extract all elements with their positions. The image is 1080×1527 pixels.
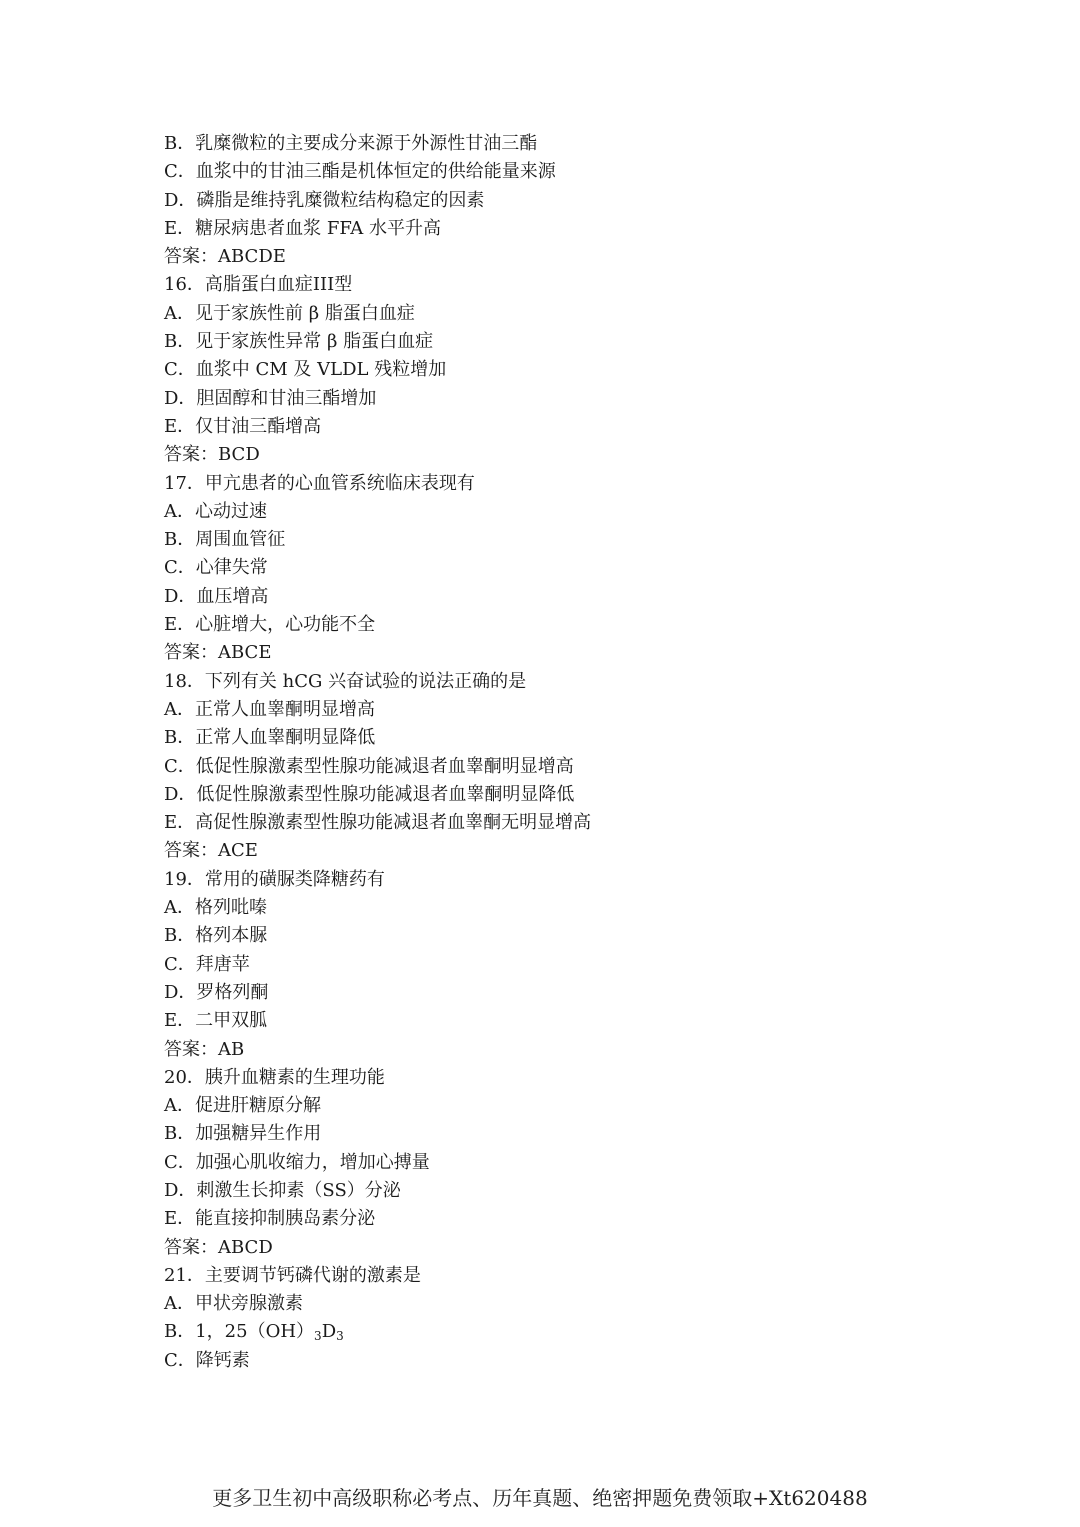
option-line: B．周围血管征 (164, 529, 286, 551)
text-line: B．乳糜微粒的主要成分来源于外源性甘油三酯 (164, 133, 538, 154)
option-line: A．促进肝糖原分解 (164, 1095, 321, 1117)
option-prefix: B．1，25（OH） (164, 1321, 315, 1343)
answer-line: 答案：ABCE (164, 642, 272, 664)
option-line: C．加强心肌收缩力，增加心搏量 (164, 1151, 430, 1173)
option-line: C．降钙素 (164, 1349, 250, 1371)
answer-line: 答案：ABCDE (164, 246, 286, 268)
answer-line: 答案：ABCD (164, 1236, 273, 1258)
option-line: B．加强糖异生作用 (164, 1123, 322, 1145)
option-line: A．见于家族性前 β 脂蛋白血症 (164, 302, 415, 324)
subscript: 3 (314, 1329, 322, 1344)
document-body (164, 130, 1024, 1375)
subscript: 3 (336, 1329, 344, 1344)
option-line: E．心脏增大，心功能不全 (164, 614, 376, 636)
option-line: A．甲状旁腺激素 (164, 1293, 303, 1315)
option-line: C．心律失常 (164, 557, 268, 579)
option-line: E．高促性腺激素型性腺功能减退者血睾酮无明显增高 (164, 812, 592, 834)
option-line: C．拜唐苹 (164, 953, 250, 975)
text-line: C．血浆中的甘油三酯是机体恒定的供给能量来源 (164, 161, 556, 183)
answer-line: 答案：ACE (164, 840, 258, 862)
option-line: D．胆固醇和甘油三酯增加 (164, 387, 377, 409)
text-line: E．糖尿病患者血浆 FFA 水平升高 (164, 217, 441, 239)
text-line: D．磷脂是维持乳糜微粒结构稳定的因素 (164, 189, 485, 211)
option-line: D．刺激生长抑素（SS）分泌 (164, 1179, 401, 1201)
option-line: A．正常人血睾酮明显增高 (164, 698, 375, 720)
option-line: C．血浆中 CM 及 VLDL 残粒增加 (164, 359, 447, 381)
option-line: B．见于家族性异常 β 脂蛋白血症 (164, 331, 434, 353)
answer-line: 答案：BCD (164, 444, 260, 466)
question-line: 19．常用的磺脲类降糖药有 (164, 868, 385, 890)
option-line-vitamin-d (164, 1318, 1024, 1346)
question-line: 17．甲亢患者的心血管系统临床表现有 (164, 472, 475, 494)
option-line: A．格列吡嗪 (164, 897, 267, 919)
option-line: E．能直接抑制胰岛素分泌 (164, 1208, 376, 1230)
option-line: A．心动过速 (164, 500, 267, 522)
option-line: E．二甲双胍 (164, 1010, 268, 1032)
option-line: D．罗格列酮 (164, 981, 269, 1003)
question-line: 20．胰升血糖素的生理功能 (164, 1066, 385, 1088)
question-line: 16．高脂蛋白血症III型 (164, 274, 353, 296)
option-line: B．正常人血睾酮明显降低 (164, 727, 376, 749)
option-mid: D (321, 1321, 337, 1343)
promo-footer: 更多卫生初中高级职称必考点、历年真题、绝密押题免费领取+Xt620488 (212, 1486, 868, 1510)
option-line: B．格列本脲 (164, 925, 268, 947)
option-line: C．低促性腺激素型性腺功能减退者血睾酮明显增高 (164, 755, 574, 777)
option-line: D．低促性腺激素型性腺功能减退者血睾酮明显降低 (164, 783, 575, 805)
question-line: 18．下列有关 hCG 兴奋试验的说法正确的是 (164, 670, 527, 692)
answer-line: 答案：AB (164, 1038, 245, 1060)
option-line: E．仅甘油三酯增高 (164, 415, 322, 437)
question-line: 21．主要调节钙磷代谢的激素是 (164, 1264, 421, 1286)
option-line: D．血压增高 (164, 585, 269, 607)
